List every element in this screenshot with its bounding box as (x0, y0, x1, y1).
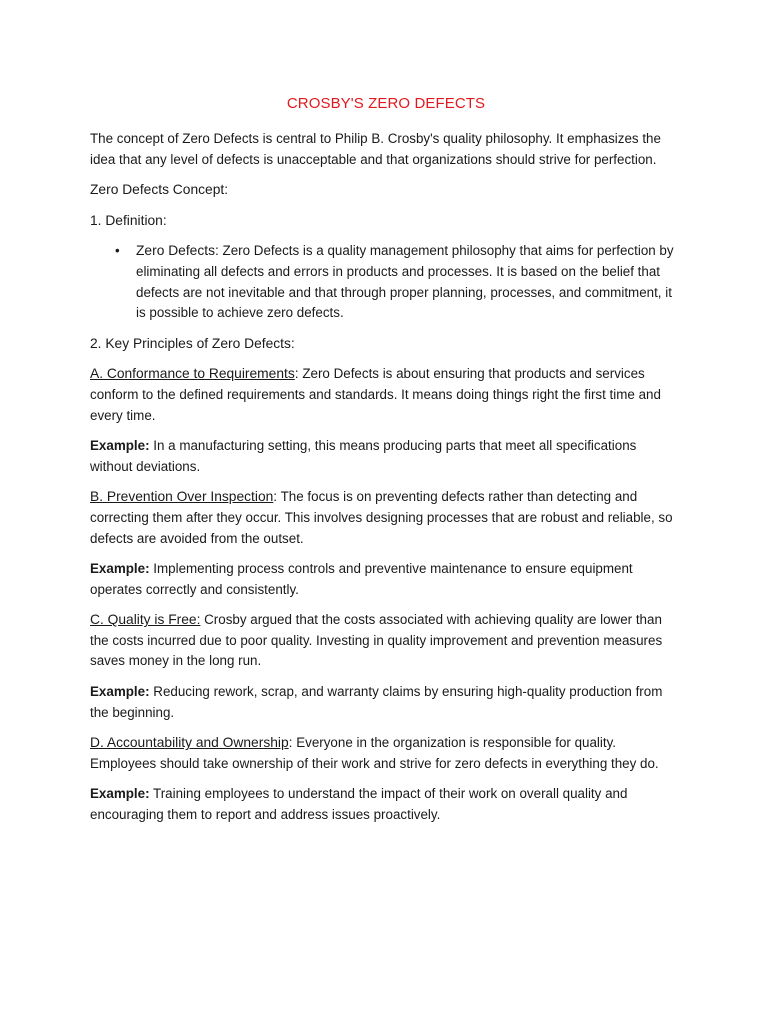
principle-colon: : (288, 735, 293, 751)
principle-text: The focus is on preventing defects rather than detecting and correcting them after they occur. This involves designing processes that are robust and reliable, so defects are avoided from the outset. (90, 489, 673, 546)
intro-paragraph: The concept of Zero Defects is central to Philip B. Crosby's quality philosophy. It emphasizes the idea that any level of defects is unacceptable and that organizations should strive for perfection. (90, 131, 661, 167)
principle-text: Everyone in the organization is responsible for quality. Employees should take ownership of their work and strive for zero defects in everything they do. (90, 735, 659, 771)
example-text: Reducing rework, scrap, and warranty claims by ensuring high-quality production from the beginning. (90, 684, 663, 720)
principle-text: Zero Defects is about ensuring that products and services conform to the defined requirements and standards. It means doing things right the first time and every time. (90, 366, 661, 423)
principle-paragraph (90, 610, 682, 672)
list-item (115, 241, 682, 323)
principle-colon: : (273, 489, 278, 505)
principle-paragraph (90, 487, 682, 549)
example-paragraph (90, 436, 682, 477)
principles-heading: 2. Key Principles of Zero Defects: (90, 335, 295, 351)
principle-label: A. Conformance to Requirements (90, 366, 295, 382)
definition-list (90, 241, 682, 323)
principle-text: Crosby argued that the costs associated with achieving quality are lower than the costs incurred due to poor quality. Investing in quality improvement and prevention measures saves money in the long run. (90, 612, 663, 669)
example-label: Example: (90, 684, 150, 700)
document-page (90, 92, 682, 836)
example-label: Example: (90, 786, 150, 802)
concept-heading: Zero Defects Concept: (90, 182, 229, 198)
definition-heading: 1. Definition: (90, 212, 167, 228)
principle-paragraph (90, 364, 682, 426)
principle-label: B. Prevention Over Inspection (90, 489, 274, 505)
example-paragraph (90, 559, 682, 600)
example-text: In a manufacturing setting, this means producing parts that meet all specifications without deviations. (90, 438, 637, 474)
document-title: CROSBY'S ZERO DEFECTS (286, 95, 486, 112)
example-label: Example: (90, 561, 150, 577)
example-text: Implementing process controls and preventive maintenance to ensure equipment operates correctly and consistently. (90, 561, 633, 597)
bullet-label: Zero Defects: (136, 243, 219, 259)
principle-colon: : (294, 366, 299, 382)
bullet-text: Zero Defects is a quality management philosophy that aims for perfection by eliminating all defects and errors in products and processes. It is based on the belief that defects are not inevitable and that through proper planning, processes, and commitment, it is possible to achieve zero defects. (136, 243, 674, 321)
example-paragraph (90, 682, 682, 723)
example-text: Training employees to understand the impact of their work on overall quality and encouraging them to report and address issues proactively. (90, 786, 628, 823)
principle-label: C. Quality is Free: (90, 612, 201, 628)
bullet-icon: • (115, 243, 120, 259)
example-label: Example: (90, 438, 150, 454)
example-paragraph (90, 784, 682, 825)
principle-paragraph (90, 733, 682, 774)
principle-label: D. Accountability and Ownership (90, 735, 289, 751)
